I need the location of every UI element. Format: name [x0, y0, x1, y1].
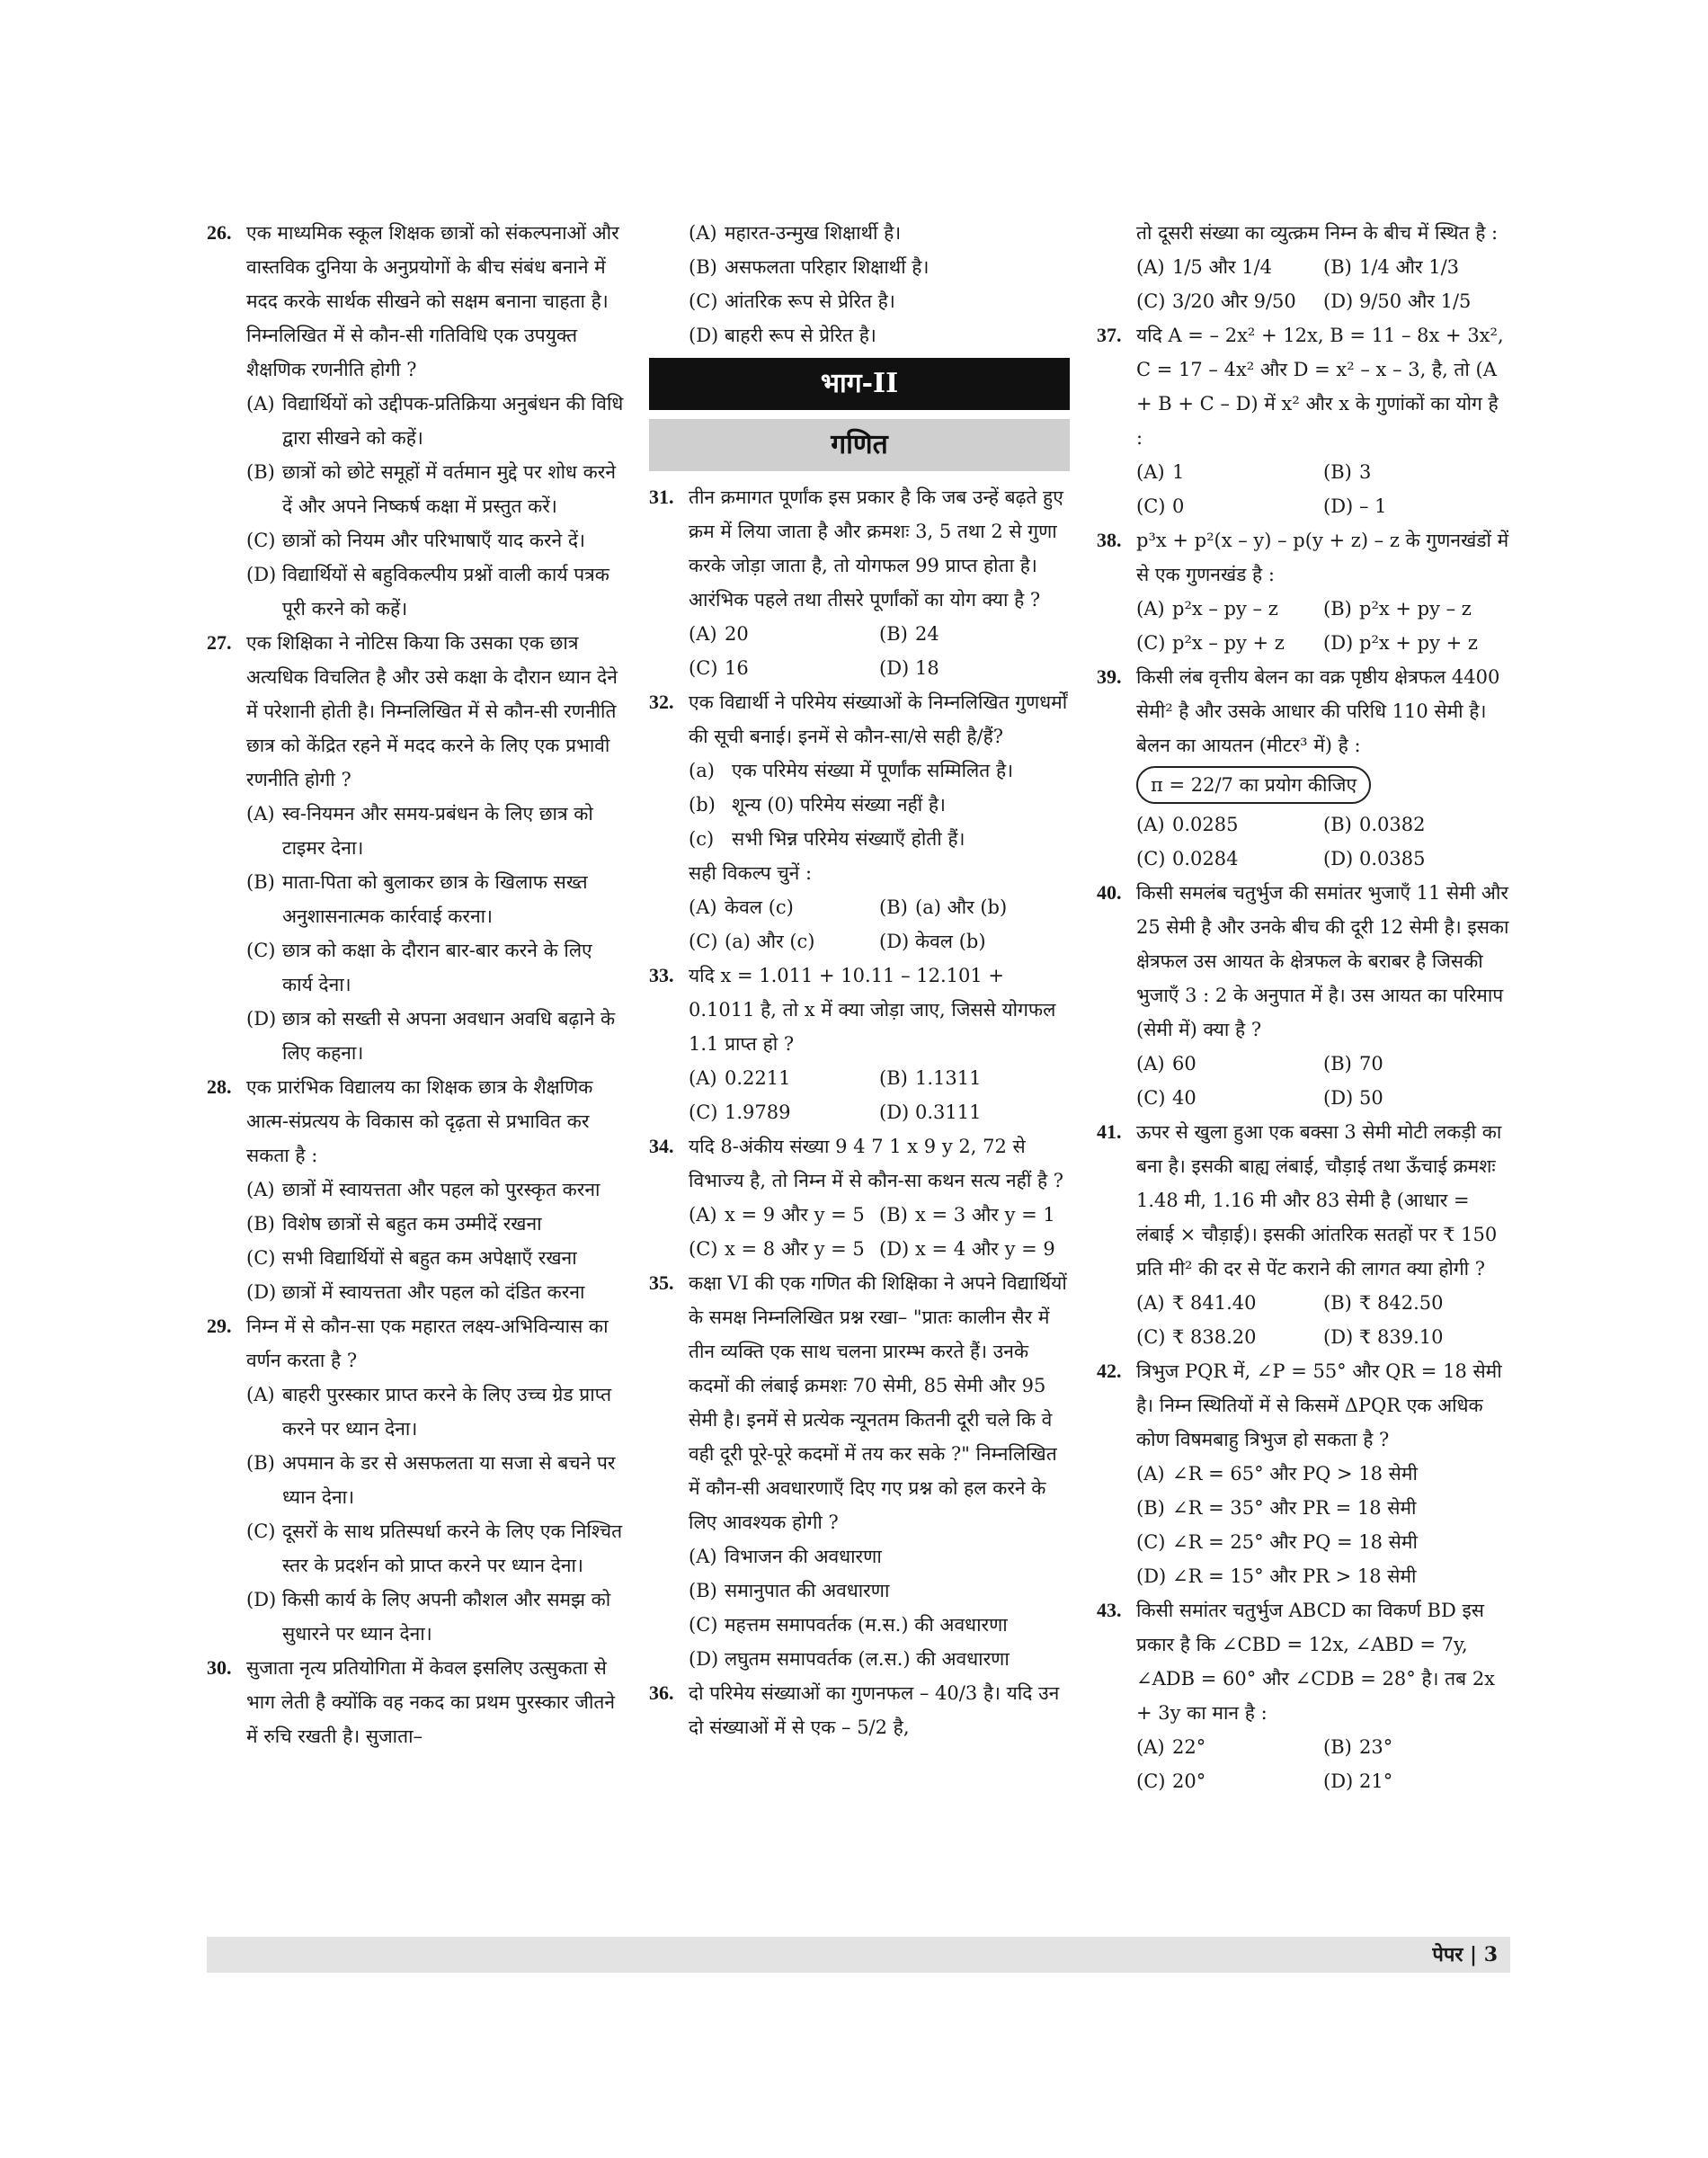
option-text: विद्यार्थियों को उद्दीपक-प्रतिक्रिया अनुबंधन की विधि द्वारा सीखने को कहें।: [282, 393, 624, 449]
option-label: (B): [689, 1580, 717, 1601]
option-text: 18: [915, 657, 939, 679]
option-text: p²x – py – z: [1172, 598, 1278, 620]
option-label: (B): [689, 256, 717, 278]
option-label: (B): [246, 1452, 275, 1474]
option-text: 1: [1172, 461, 1185, 483]
option-text: x = 8 और y = 5: [725, 1238, 865, 1260]
question-text: ऊपर से खुला हुआ एक बक्सा 3 सेमी मोटी लकड़ी का बना है। इसकी बाह्य लंबाई, चौड़ाई तथा ऊँचाई क्रमशः 1.48 मी, 1.16 मी और 83 सेमी है (आधार = लंबाई × चौड़ाई)। इसकी आंतरिक सतहों पर ₹ 150 प्रति मी² की दर से पेंट कराने की लागत क्या होगी ?: [1136, 1121, 1502, 1280]
question-34: [649, 1129, 1070, 1266]
question-number: 31.: [649, 486, 674, 508]
option-text: 0.2211: [725, 1067, 791, 1089]
option-label: (A): [689, 222, 717, 244]
option-text: 50: [1359, 1087, 1383, 1109]
option-label: (A): [689, 896, 717, 918]
question-33: [649, 959, 1070, 1129]
option-label: (A): [1136, 1463, 1165, 1485]
option-label: (A): [1136, 598, 1165, 620]
statement-label: (a): [689, 760, 715, 781]
option-text: छात्रों में स्वायत्तता और पहल को पुरस्कृत करना: [282, 1179, 600, 1200]
question-38: [1097, 523, 1510, 660]
question-number: 33.: [649, 964, 674, 986]
option-label: (C): [689, 657, 718, 679]
option-text: 20: [725, 623, 749, 645]
option-text: p²x + py + z: [1359, 632, 1478, 654]
question-text: एक माध्यमिक स्कूल शिक्षक छात्रों को संकल्पनाओं और वास्तविक दुनिया के अनुप्रयोगों के बीच संबंध बनाने में मदद करके सार्थक सीखने को सक्षम बनाना चाहता है। निम्नलिखित में से कौन-सी गतिविधि एक उपयुक्त शैक्षणिक रणनीति होगी ?: [246, 222, 619, 380]
option-label: (A): [1136, 461, 1165, 483]
column-3: [1097, 216, 1510, 1798]
option-text: 16: [725, 657, 749, 679]
option-text: ₹ 841.40: [1172, 1292, 1257, 1314]
question-30-options: [649, 216, 1070, 352]
option-text: ∠R = 65° और PQ > 18 सेमी: [1172, 1463, 1418, 1485]
option-label: (B): [1323, 1292, 1352, 1314]
option-label: (D): [1323, 1770, 1354, 1792]
option-text: किसी कार्य के लिए अपनी कौशल और समझ को सुधारने पर ध्यान देना।: [282, 1589, 611, 1645]
question-39: [1097, 660, 1510, 876]
question-number: 27.: [207, 631, 232, 654]
question-text: सुजाता नृत्य प्रतियोगिता में केवल इसलिए उत्सुकता से भाग लेती है क्योंकि वह नकद का प्रथम पुरस्कार जीतने में रुचि रखती है। सुजाता–: [246, 1657, 616, 1747]
option-label: (D): [1323, 632, 1354, 654]
question-text: यदि A = – 2x² + 12x, B = 11 – 8x + 3x², C = 17 – 4x² और D = x² – x – 3, है, तो (A + B + C – D) में x² और x के गुणांकों का योग है :: [1136, 325, 1504, 449]
page-number: 3: [1483, 1943, 1498, 1966]
option-label: (A): [689, 1546, 717, 1567]
statement-label: (c): [689, 828, 715, 850]
option-label: (D): [689, 1648, 719, 1670]
option-text: x = 9 और y = 5: [725, 1204, 865, 1226]
option-text: (a) और (c): [725, 931, 815, 952]
option-label: (C): [689, 1101, 718, 1123]
option-label: (B): [246, 461, 275, 483]
question-text: त्रिभुज PQR में, ∠P = 55° और QR = 18 सेमी है। निम्न स्थितियों में से किसमें ΔPQR एक अधिक कोण विषमबाहु त्रिभुज हो सकता है ?: [1136, 1360, 1502, 1450]
question-text: किसी समांतर चतुर्भुज ABCD का विकर्ण BD इस प्रकार है कि ∠CBD = 12x, ∠ABD = 7y, ∠ADB = 60° और ∠CDB = 28° है। तब 2x + 3y का मान है :: [1136, 1600, 1496, 1724]
option-label: (B): [1323, 598, 1352, 620]
option-text: केवल (b): [915, 931, 986, 952]
question-text: किसी लंब वृत्तीय बेलन का वक्र पृष्ठीय क्षेत्रफल 4400 सेमी² है और उसके आधार की परिधि 110 सेमी है। बेलन का आयतन (मीटर³ में) है :: [1136, 666, 1500, 756]
option-text: दूसरों के साथ प्रतिस्पर्धा करने के लिए एक निश्चित स्तर के प्रदर्शन को प्राप्त करने पर ध्यान देना।: [282, 1520, 623, 1576]
option-text: केवल (c): [725, 896, 794, 918]
option-text: 0.0284: [1172, 848, 1239, 869]
question-30: [207, 1651, 625, 1753]
option-text: छात्रों को छोटे समूहों में वर्तमान मुद्दे पर शोध करने दें और अपने निष्कर्ष कक्षा में प्रस्तुत करें।: [282, 461, 617, 517]
statement-label: (b): [689, 794, 716, 816]
question-text: कक्षा VI की एक गणित की शिक्षिका ने अपने विद्यार्थियों के समक्ष निम्नलिखित प्रश्न रखा– "प्रातः कालीन सैर में तीन व्यक्ति एक साथ चलना प्रारम्भ करते हैं। उनके कदमों की लंबाई क्रमशः 70 सेमी, 85 सेमी और 95 सेमी है। इनमें से प्रत्येक न्यूनतम कितनी दूरी चले कि वे वही दूरी पूरे-पूरे कदमों में तय कर सके ?" निम्नलिखित में कौन-सी अवधारणाएँ दिए गए प्रश्न को हल करने के लिए आवश्यक होगी ?: [689, 1272, 1067, 1533]
option-label: (C): [1136, 1531, 1166, 1553]
question-number: 28.: [207, 1075, 232, 1098]
question-32: [649, 685, 1070, 959]
option-text: छात्रों में स्वायत्तता और पहल को दंडित करना: [282, 1281, 585, 1303]
question-number: 26.: [207, 221, 232, 244]
option-label: (C): [1136, 1087, 1166, 1109]
part-heading: भाग-II: [649, 358, 1070, 410]
option-label: (B): [879, 1067, 908, 1089]
option-text: 24: [915, 623, 939, 645]
question-number: 39.: [1097, 665, 1122, 688]
option-label: (C): [1136, 848, 1166, 869]
option-label: (D): [1136, 1565, 1167, 1587]
option-text: ∠R = 35° और PR = 18 सेमी: [1172, 1497, 1417, 1519]
option-label: (A): [1136, 1053, 1165, 1075]
column-2: [649, 216, 1070, 1744]
option-label: (A): [689, 623, 717, 645]
option-label: (C): [1136, 495, 1166, 517]
question-number: 34.: [649, 1135, 674, 1157]
option-text: 0.0382: [1359, 814, 1426, 835]
option-label: (D): [246, 564, 277, 585]
option-text: ∠R = 25° और PQ = 18 सेमी: [1172, 1531, 1418, 1553]
statement-text: सभी भिन्न परिमेय संख्याएँ होती हैं।: [732, 828, 965, 850]
option-text: 22°: [1172, 1736, 1206, 1758]
choose-instruction: सही विकल्प चुनें :: [689, 862, 813, 884]
question-number: 30.: [207, 1656, 232, 1679]
question-31: [649, 480, 1070, 685]
option-label: (C): [689, 1238, 718, 1260]
paper-label: पेपर: [1432, 1943, 1463, 1966]
option-text: महत्तम समापवर्तक (म.स.) की अवधारणा: [725, 1614, 1008, 1636]
option-text: विशेष छात्रों से बहुत कम उम्मीदें रखना: [282, 1213, 542, 1235]
option-text: 21°: [1359, 1770, 1393, 1792]
option-text: छात्र को कक्षा के दौरान बार-बार करने के लिए कार्य देना।: [282, 940, 592, 995]
option-label: (C): [246, 530, 276, 551]
option-text: समानुपात की अवधारणा: [725, 1580, 890, 1601]
column-1: [207, 216, 625, 1753]
option-text: 1/4 और 1/3: [1359, 256, 1460, 278]
page-number-label: पेपर | 3: [1432, 1943, 1498, 1966]
option-label: (D): [1323, 495, 1354, 517]
question-43: [1097, 1593, 1510, 1798]
question-number: 38.: [1097, 529, 1122, 551]
question-number: 35.: [649, 1271, 674, 1294]
option-label: (B): [1323, 814, 1352, 835]
option-label: (C): [246, 940, 276, 961]
option-text: 1.9789: [725, 1101, 791, 1123]
pi-note: π = 22/7 का प्रयोग कीजिए: [1136, 766, 1371, 804]
option-label: (A): [1136, 1736, 1165, 1758]
question-text: यदि 8-अंकीय संख्या 9 4 7 1 x 9 y 2, 72 से विभाज्य है, तो निम्न में से कौन-सा कथन सत्य नहीं है ?: [689, 1136, 1064, 1191]
option-label: (D): [879, 931, 910, 952]
option-text: 23°: [1359, 1736, 1393, 1758]
option-text: बाहरी पुरस्कार प्राप्त करने के लिए उच्च ग्रेड प्राप्त करने पर ध्यान देना।: [282, 1384, 612, 1440]
option-text: छात्रों को नियम और परिभाषाएँ याद करने दें।: [282, 530, 585, 551]
option-label: (B): [1323, 256, 1352, 278]
option-text: 3/20 और 9/50: [1172, 290, 1296, 312]
question-text: एक प्रारंभिक विद्यालय का शिक्षक छात्र के शैक्षणिक आत्म-संप्रत्यय के विकास को दृढ़ता से प्रभावित कर सकता है :: [246, 1076, 593, 1166]
question-text: एक शिक्षिका ने नोटिस किया कि उसका एक छात्र अत्यधिक विचलित है और उसे कक्षा के दौरान ध्यान देने में परेशानी होती है। निम्नलिखित में से कौन-सी रणनीति छात्र को केंद्रित रहने में मदद करने के लिए एक प्रभावी रणनीति होगी ?: [246, 632, 618, 790]
option-label: (A): [1136, 1292, 1165, 1314]
option-text: ₹ 842.50: [1359, 1292, 1444, 1314]
question-36: [649, 1676, 1070, 1744]
option-text: 0.3111: [915, 1101, 982, 1123]
option-text: p²x – py + z: [1172, 632, 1285, 654]
option-text: 0.0385: [1359, 848, 1426, 869]
option-text: विभाजन की अवधारणा: [725, 1546, 882, 1567]
option-label: (C): [689, 290, 718, 312]
question-number: 36.: [649, 1681, 674, 1704]
option-text: 20°: [1172, 1770, 1206, 1792]
option-text: x = 3 और y = 1: [915, 1204, 1055, 1226]
option-label: (C): [689, 1614, 718, 1636]
option-text: 1.1311: [915, 1067, 982, 1089]
option-label: (D): [1323, 1326, 1354, 1348]
option-text: आंतरिक रूप से प्रेरित है।: [725, 290, 895, 312]
option-text: 3: [1359, 461, 1372, 483]
option-text: 40: [1172, 1087, 1196, 1109]
option-label: (D): [879, 1101, 910, 1123]
option-text: 1/5 और 1/4: [1172, 256, 1273, 278]
option-label: (B): [246, 1213, 275, 1235]
question-28: [207, 1070, 625, 1309]
option-label: (D): [1323, 290, 1354, 312]
option-text: बाहरी रूप से प्रेरित है।: [725, 325, 876, 346]
option-text: 60: [1172, 1053, 1196, 1075]
option-label: (A): [1136, 814, 1165, 835]
statement-text: एक परिमेय संख्या में पूर्णांक सम्मिलित है।: [732, 760, 1014, 781]
option-label: (B): [1323, 1053, 1352, 1075]
option-text: स्व-नियमन और समय-प्रबंधन के लिए छात्र को टाइमर देना।: [282, 803, 593, 859]
option-text: ₹ 839.10: [1359, 1326, 1444, 1348]
option-label: (D): [879, 657, 910, 679]
option-label: (A): [246, 803, 275, 825]
question-number: 32.: [649, 691, 674, 713]
option-text: असफलता परिहार शिक्षार्थी है।: [725, 256, 930, 278]
page-footer: [207, 1937, 1510, 1973]
option-label: (A): [1136, 256, 1165, 278]
question-36-continued: [1097, 216, 1510, 318]
question-42: [1097, 1354, 1510, 1593]
option-text: छात्र को सख्ती से अपना अवधान अवधि बढ़ाने के लिए कहना।: [282, 1008, 616, 1064]
option-label: (A): [246, 1179, 275, 1200]
option-text: ₹ 838.20: [1172, 1326, 1257, 1348]
option-label: (C): [1136, 1326, 1166, 1348]
option-label: (B): [879, 1204, 908, 1226]
option-label: (D): [246, 1281, 277, 1303]
option-label: (C): [246, 1520, 276, 1542]
option-text: 0: [1172, 495, 1185, 517]
option-label: (D): [246, 1589, 277, 1610]
question-number: 43.: [1097, 1599, 1122, 1621]
question-number: 37.: [1097, 324, 1122, 346]
question-number: 41.: [1097, 1120, 1122, 1143]
question-37: [1097, 318, 1510, 523]
option-text: (a) और (b): [915, 896, 1008, 918]
option-label: (D): [246, 1008, 277, 1030]
question-text: तीन क्रमागत पूर्णांक इस प्रकार है कि जब उन्हें बढ़ते हुए क्रम में लिया जाता है और क्रमशः 3, 5 तथा 2 से गुणा करके जोड़ा जाता है, तो योगफल 99 प्राप्त होता है। आरंभिक पहले तथा तीसरे पूर्णांकों का योग क्या है ?: [689, 486, 1063, 611]
question-27: [207, 626, 625, 1070]
statement-text: शून्य (0) परिमेय संख्या नहीं है।: [732, 794, 946, 816]
option-label: (C): [689, 931, 718, 952]
option-text: अपमान के डर से असफलता या सजा से बचने पर ध्यान देना।: [282, 1452, 616, 1508]
option-label: (B): [879, 623, 908, 645]
option-label: (D): [879, 1238, 910, 1260]
question-number: 42.: [1097, 1360, 1122, 1382]
option-label: (C): [1136, 632, 1166, 654]
option-label: (A): [689, 1204, 717, 1226]
option-label: (A): [246, 1384, 275, 1405]
option-label: (D): [1323, 848, 1354, 869]
question-number: 29.: [207, 1315, 232, 1337]
option-label: (C): [1136, 1770, 1166, 1792]
option-text: सभी विद्यार्थियों से बहुत कम अपेक्षाएँ रखना: [282, 1247, 577, 1269]
question-text: यदि x = 1.011 + 10.11 – 12.101 + 0.1011 है, तो x में क्या जोड़ा जाए, जिससे योगफल 1.1 प्राप्त हो ?: [689, 965, 1056, 1055]
option-text: लघुतम समापवर्तक (ल.स.) की अवधारणा: [725, 1648, 1010, 1670]
option-text: महारत-उन्मुख शिक्षार्थी है।: [725, 222, 902, 244]
subject-heading: गणित: [649, 419, 1070, 471]
question-number: 40.: [1097, 881, 1122, 904]
question-text: एक विद्यार्थी ने परिमेय संख्याओं के निम्नलिखित गुणधर्मों की सूची बनाई। इनमें से कौन-सा/से सही है/हैं?: [689, 691, 1068, 747]
option-text: माता-पिता को बुलाकर छात्र के खिलाफ सख्त अनुशासनात्मक कार्रवाई करना।: [282, 871, 588, 927]
question-text: निम्न में से कौन-सा एक महारत लक्ष्य-अभिविन्यास का वर्णन करता है ?: [246, 1315, 609, 1371]
option-label: (B): [246, 871, 275, 893]
option-text: 0.0285: [1172, 814, 1239, 835]
option-label: (D): [1323, 1087, 1354, 1109]
option-label: (B): [879, 896, 908, 918]
question-text: तो दूसरी संख्या का व्युत्क्रम निम्न के बीच में स्थित है :: [1136, 222, 1499, 244]
question-29: [207, 1309, 625, 1651]
option-text: p²x + py – z: [1359, 598, 1472, 620]
option-label: (C): [1136, 290, 1166, 312]
option-label: (A): [689, 1067, 717, 1089]
question-text: किसी समलंब चतुर्भुज की समांतर भुजाएँ 11 सेमी और 25 सेमी है और उनके बीच की दूरी 12 सेमी है। इसका क्षेत्रफल उस आयत के क्षेत्रफल के बराबर है जिसकी भुजाएँ 3 : 2 के अनुपात में है। उस आयत का परिमाप (सेमी में) क्या है ?: [1136, 882, 1509, 1040]
option-text: x = 4 और y = 9: [915, 1238, 1055, 1260]
question-40: [1097, 876, 1510, 1115]
option-label: (D): [689, 325, 719, 346]
question-35: [649, 1266, 1070, 1676]
option-text: – 1: [1359, 495, 1387, 517]
option-label: (B): [1323, 1736, 1352, 1758]
question-text: दो परिमेय संख्याओं का गुणनफल – 40/3 है। यदि उन दो संख्याओं में से एक – 5/2 है,: [689, 1682, 1060, 1738]
option-label: (C): [246, 1247, 276, 1269]
question-text: p³x + p²(x – y) – p(y + z) – z के गुणनखंडों में से एक गुणनखंड है :: [1136, 530, 1509, 585]
question-26: [207, 216, 625, 626]
option-text: 9/50 और 1/5: [1359, 290, 1472, 312]
option-label: (B): [1323, 461, 1352, 483]
question-41: [1097, 1115, 1510, 1354]
option-text: विद्यार्थियों से बहुविकल्पीय प्रश्नों वाली कार्य पत्रक पूरी करने को कहें।: [282, 564, 609, 620]
option-label: (A): [246, 393, 275, 415]
option-label: (B): [1136, 1497, 1165, 1519]
option-text: ∠R = 15° और PR > 18 सेमी: [1172, 1565, 1417, 1587]
option-text: 70: [1359, 1053, 1383, 1075]
